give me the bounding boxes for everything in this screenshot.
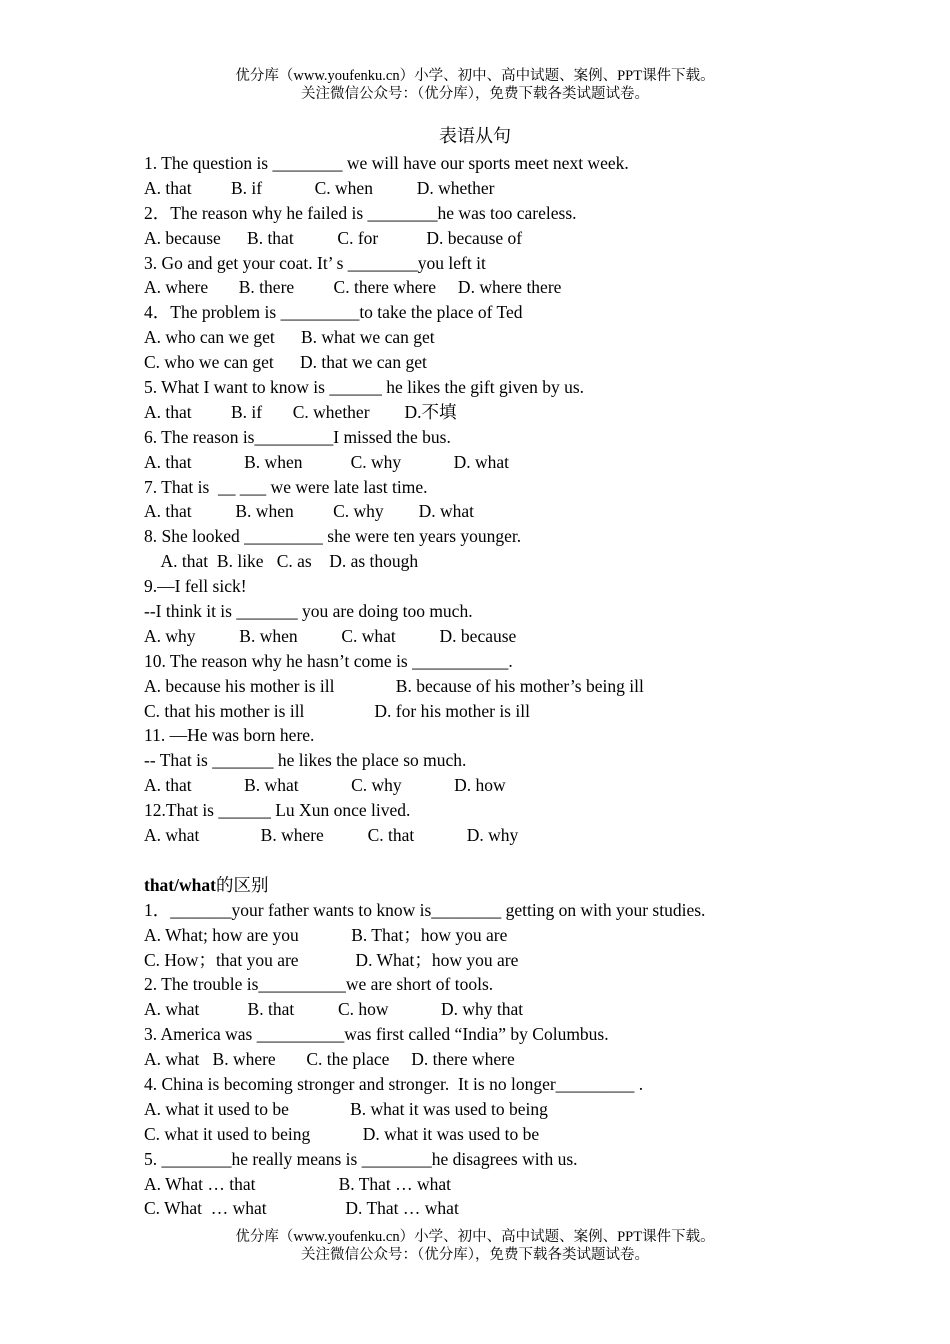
header-line-1: 优分库（www.youfenku.cn）小学、初中、高中试题、案例、PPT课件下载。	[235, 68, 715, 84]
text-line: 1. The question is ________ we will have our sports meet next week.	[144, 153, 629, 173]
text-line: 3. Go and get your coat. It’ s ________you left it	[144, 252, 486, 273]
text-line: 2. The trouble is__________we are short of tools.	[144, 974, 494, 995]
text-line: 5. ________he really means is ________he disagrees with us.	[144, 1148, 578, 1169]
text-line: 1．_______your father wants to know is________ getting on with your studies.	[144, 899, 706, 920]
text-line: C. How；that you are D. What；how you are	[144, 949, 519, 970]
document-title: 表语从句	[439, 126, 511, 146]
text-line: A. why B. when C. what D. because	[144, 625, 517, 646]
text-line: C. who we can get D. that we can get	[144, 352, 427, 373]
text-line: C. that his mother is ill D. for his mother is ill	[144, 700, 530, 721]
section-heading-rest: 的区别	[215, 874, 269, 895]
text-line: 3. America was __________was first called “India” by Columbus.	[144, 1024, 609, 1045]
footer-line-2: 关注微信公众号：（优分库），免费下载各类试题试卷。	[301, 1247, 649, 1263]
text-line: 11. —He was born here.	[144, 725, 315, 746]
footer-line-1: 优分库（www.youfenku.cn）小学、初中、高中试题、案例、PPT课件下载。	[235, 1229, 715, 1245]
text-line: 12.That is ______ Lu Xun once lived.	[144, 800, 411, 821]
text-line: A. that B. what C. why D. how	[144, 775, 506, 796]
text-line: 9.—I fell sick!	[144, 576, 247, 597]
header-line-2: 关注微信公众号：（优分库），免费下载各类试题试卷。	[301, 86, 649, 102]
exercise-part-1	[144, 151, 924, 848]
exercise-part-2	[144, 898, 924, 1222]
text-line: A. because B. that C. for D. because of	[144, 227, 523, 248]
text-line: 2．The reason why he failed is ________he was too careless.	[144, 202, 577, 223]
text-line: A. because his mother is ill B. because of his mother’s being ill	[144, 675, 644, 696]
section-heading	[144, 873, 924, 898]
blank-line	[144, 848, 924, 873]
page-footer	[0, 1228, 950, 1264]
text-line: A. that B. if C. when D. whether	[144, 177, 495, 198]
text-line: A. who can we get B. what we can get	[144, 327, 435, 348]
text-line: A. that B. like C. as D. as though	[144, 551, 419, 572]
page-header	[0, 67, 950, 103]
text-line: A. where B. there C. there where D. where there	[144, 277, 562, 298]
text-line: C. What … what D. That … what	[144, 1198, 459, 1219]
text-line: A. what B. where C. that D. why	[144, 825, 519, 846]
text-line: --I think it is _______ you are doing too much.	[144, 601, 473, 622]
text-line: 10. The reason why he hasn’t come is ___________.	[144, 650, 513, 671]
text-line: A. what B. where C. the place D. there where	[144, 1049, 515, 1070]
document-body	[144, 151, 924, 1221]
text-line: 5. What I want to know is ______ he likes the gift given by us.	[144, 377, 585, 398]
section-heading-bold: that/what	[144, 874, 216, 895]
text-line: A. that B. when C. why D. what	[144, 501, 475, 522]
text-line: -- That is _______ he likes the place so much.	[144, 750, 467, 771]
text-line: C. what it used to being D. what it was used to be	[144, 1123, 540, 1144]
text-line: A. What … that B. That … what	[144, 1173, 452, 1194]
text-line: 4. China is becoming stronger and stronger. It is no longer_________ .	[144, 1073, 644, 1094]
text-line: 7. That is __ ___ we were late last time.	[144, 476, 428, 497]
text-line: A. what it used to be B. what it was used to being	[144, 1098, 548, 1119]
text-line: 8. She looked _________ she were ten years younger.	[144, 526, 522, 547]
text-line: A. that B. when C. why D. what	[144, 451, 510, 472]
text-line: 4．The problem is _________to take the place of Ted	[144, 302, 523, 323]
text-line: A. What; how are you B. That；how you are	[144, 924, 508, 945]
text-line: A. that B. if C. whether D.不填	[144, 401, 457, 422]
text-line: 6. The reason is_________I missed the bus.	[144, 426, 451, 447]
text-line: A. what B. that C. how D. why that	[144, 999, 524, 1020]
